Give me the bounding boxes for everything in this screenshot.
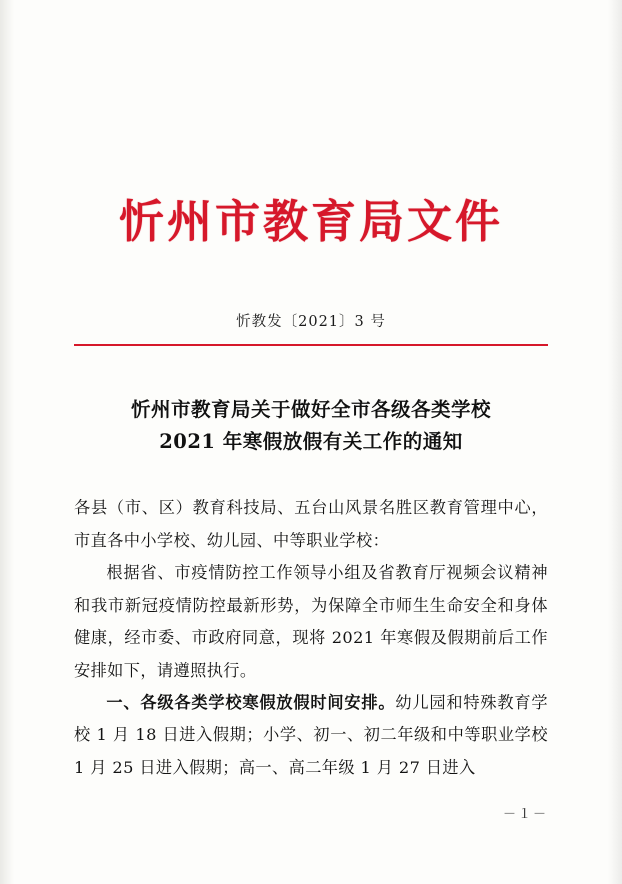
paragraph-item-one-text: 幼儿园和特殊教育学校 1 月 18 日进入假期；小学、初一、初二年级和中等职业学校 1 月 25 日进入假期；高一、高二年级 1 月 27 日进入: [74, 692, 548, 777]
red-divider-rule: [74, 344, 548, 346]
document-content: [74, 492, 548, 784]
document-title-line-1: 忻州市教育局关于做好全市各级各类学校: [130, 398, 491, 422]
document-masthead: 忻州市教育局文件: [118, 195, 503, 248]
paragraph-addressee: 各县（市、区）教育科技局、五台山风景名胜区教育管理中心，市直各中小学校、幼儿园、中等职业学校：: [74, 498, 548, 550]
page-number: －１－: [502, 807, 548, 822]
document-title: [74, 394, 548, 458]
paragraph-background: 根据省、市疫情防控工作领导小组及省教育厅视频会议精神和我市新冠疫情防控最新形势，为保障全市师生生命安全和身体健康，经市委、市政府同意，现将 2021 年寒假及假期前后工作安排如下，请遵照执行。: [74, 563, 548, 680]
document-body: [74, 0, 548, 884]
document-title-line-2: 2021 年寒假放假有关工作的通知: [159, 430, 463, 454]
paragraph-item-one: [74, 687, 548, 784]
paragraph-item-one-heading: 一、各级各类学校寒假放假时间安排。: [106, 692, 396, 712]
document-number: 忻教发〔2021〕3 号: [236, 313, 386, 330]
